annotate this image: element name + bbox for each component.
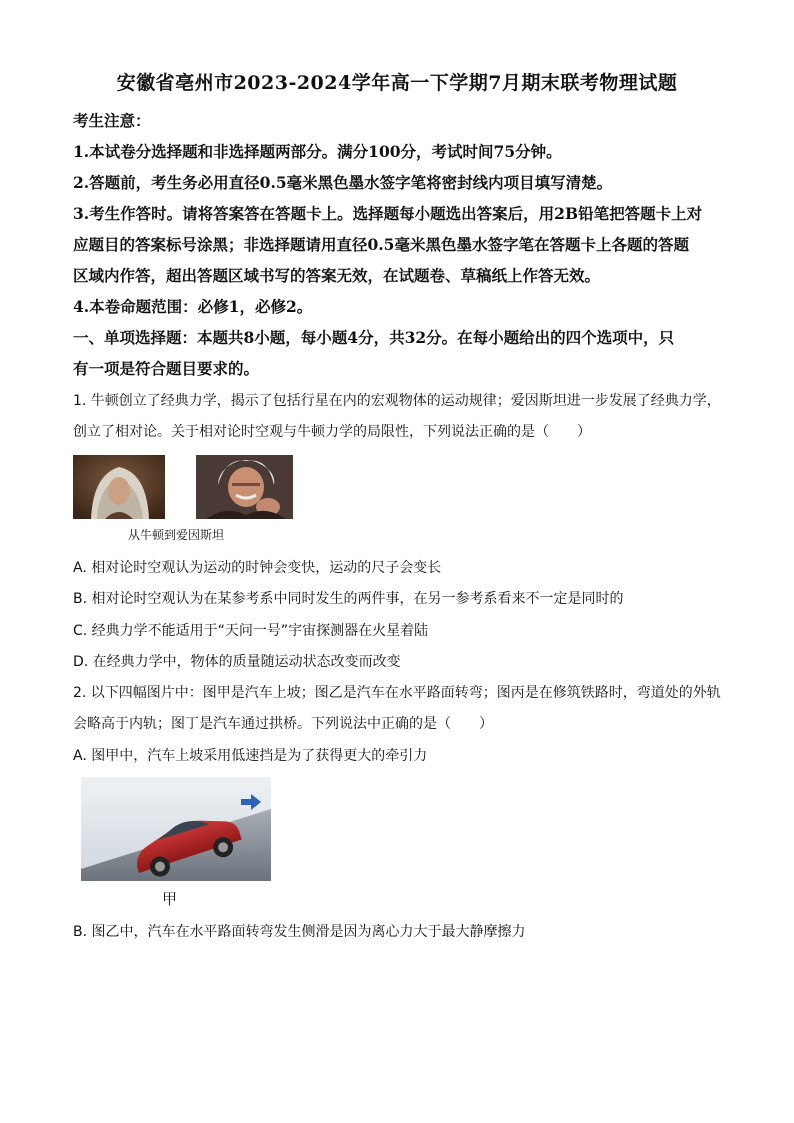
notice-item-3-line-1: 3.考生作答时。请将答案答在答题卡上。选择题每小题选出答案后，用2B铅笔把答题卡上对 [73, 204, 703, 223]
notice-item-3-line-2: 应题目的答案标号涂黑；非选择题请用直径0.5毫米黑色墨水签字笔在答题卡上各题的答题 [73, 235, 689, 254]
notice-heading: 考生注意： [73, 111, 151, 130]
question-2-stem-line-2: 会略高于内轨；图丁是汽车通过拱桥。下列说法中正确的是（ ） [73, 716, 493, 732]
question-2-stem-line-1: 2. 以下四幅图片中：图甲是汽车上坡；图乙是汽车在水平路面转弯；图丙是在修筑铁路时，弯道处的外轨 [73, 685, 721, 701]
question-1-figure-caption: 从牛顿到爱因斯坦 [128, 528, 225, 542]
newton-portrait [73, 455, 165, 519]
question-1-option-c: C. 经典力学不能适用于“天问一号”宇宙探测器在火星着陆 [73, 623, 429, 639]
section-heading-line-2: 有一项是符合题目要求的。 [73, 359, 260, 378]
question-1-option-d: D. 在经典力学中，物体的质量随运动状态改变而改变 [73, 654, 401, 670]
question-2-figure-caption: 甲 [162, 890, 178, 908]
section-heading-line-1: 一、单项选择题：本题共8小题，每小题4分，共32分。在每小题给出的四个选项中，只 [73, 328, 675, 347]
question-1-option-a: A. 相对论时空观认为运动的时钟会变快，运动的尺子会变长 [73, 560, 442, 576]
notice-item-3-line-3: 区域内作答，超出答题区域书写的答案无效，在试题卷、草稿纸上作答无效。 [73, 266, 601, 285]
question-1-stem-line-1: 1. 牛顿创立了经典力学，揭示了包括行星在内的宏观物体的运动规律；爱因斯坦进一步发展了经典力学， [73, 393, 721, 409]
notice-item-2: 2.答题前，考生务必用直径0.5毫米黑色墨水签字笔将密封线内项目填写清楚。 [73, 173, 613, 192]
notice-item-4: 4.本卷命题范围：必修1，必修2。 [73, 297, 313, 316]
question-2-option-b: B. 图乙中，汽车在水平路面转弯发生侧滑是因为离心力大于最大静摩擦力 [73, 924, 526, 940]
notice-item-1: 1.本试卷分选择题和非选择题两部分。满分100分，考试时间75分钟。 [73, 142, 562, 161]
car-uphill-image [81, 777, 271, 881]
question-1-stem-line-2: 创立了相对论。关于相对论时空观与牛顿力学的局限性，下列说法正确的是（ ） [73, 424, 591, 440]
question-1-option-b: B. 相对论时空观认为在某参考系中同时发生的两件事，在另一参考系看来不一定是同时的 [73, 591, 624, 607]
question-2-option-a: A. 图甲中，汽车上坡采用低速挡是为了获得更大的牵引力 [73, 748, 428, 764]
einstein-portrait [196, 455, 293, 519]
page-title: 安徽省亳州市2023-2024学年高一下学期7月期末联考物理试题 [116, 72, 678, 94]
